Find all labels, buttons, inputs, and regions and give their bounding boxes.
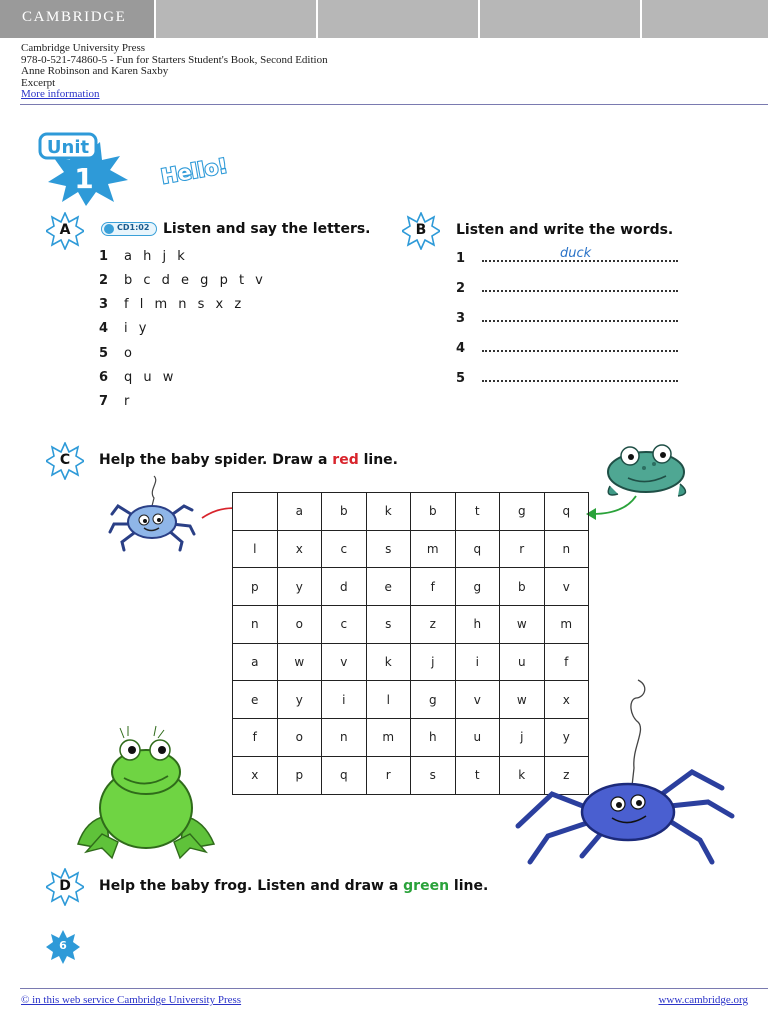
grid-cell[interactable]: p — [233, 568, 278, 606]
unit-number: 1 — [74, 162, 94, 195]
red-word: red — [332, 452, 359, 468]
write-line[interactable]: 3 — [456, 311, 678, 326]
grid-cell[interactable]: n — [233, 606, 278, 644]
grid-cell[interactable]: b — [411, 493, 456, 531]
cd-track-icon — [101, 222, 157, 236]
grid-cell[interactable]: r — [500, 530, 545, 568]
grid-cell[interactable]: f — [544, 643, 589, 681]
grid-cell[interactable]: u — [455, 719, 500, 757]
grid-cell[interactable]: l — [233, 530, 278, 568]
authors-line: Anne Robinson and Karen Saxby — [21, 65, 169, 78]
grid-cell[interactable]: k — [366, 643, 411, 681]
grid-cell[interactable]: n — [322, 719, 367, 757]
grid-cell[interactable]: g — [500, 493, 545, 531]
section-b-badge: B — [402, 212, 440, 250]
grid-cell[interactable]: o — [277, 719, 322, 757]
write-line[interactable]: 4 — [456, 341, 678, 356]
grid-cell[interactable]: q — [455, 530, 500, 568]
write-line[interactable]: 1 — [456, 251, 678, 266]
grid-cell[interactable]: v — [455, 681, 500, 719]
grid-row — [233, 606, 589, 644]
letter-row: 5 o — [99, 346, 136, 361]
section-c-badge: C — [46, 442, 84, 480]
grid-row — [233, 530, 589, 568]
grid-cell[interactable]: w — [500, 606, 545, 644]
page-number-badge — [46, 930, 80, 964]
grid-cell[interactable]: t — [455, 756, 500, 794]
page-number: 6 — [59, 939, 67, 952]
grid-cell[interactable]: z — [544, 756, 589, 794]
grid-row — [233, 493, 589, 531]
grid-cell[interactable]: s — [366, 530, 411, 568]
grid-cell[interactable]: r — [366, 756, 411, 794]
write-line[interactable]: 2 — [456, 281, 678, 296]
grid-cell[interactable]: l — [366, 681, 411, 719]
grid-cell[interactable]: u — [500, 643, 545, 681]
baby-spider-illustration — [104, 472, 200, 554]
more-information-link[interactable]: More information — [21, 88, 100, 101]
green-word: green — [403, 878, 450, 894]
grid-cell[interactable]: h — [411, 719, 456, 757]
grid-cell[interactable]: j — [411, 643, 456, 681]
banner-segment — [644, 0, 768, 38]
grid-cell[interactable]: t — [455, 493, 500, 531]
grid-row — [233, 568, 589, 606]
unit-badge — [36, 130, 136, 206]
banner-segment — [482, 0, 642, 38]
section-d-instruction: Help the baby frog. Listen and draw a green line. — [99, 878, 489, 894]
grid-cell[interactable]: z — [411, 606, 456, 644]
unit-title — [146, 150, 242, 190]
example-answer: duck — [560, 246, 592, 261]
grid-cell[interactable]: y — [544, 719, 589, 757]
grid-cell[interactable]: y — [277, 681, 322, 719]
grid-cell[interactable]: v — [544, 568, 589, 606]
write-line[interactable]: 5 — [456, 371, 678, 386]
grid-cell[interactable]: y — [277, 568, 322, 606]
grid-cell[interactable]: f — [233, 719, 278, 757]
grid-cell[interactable] — [233, 493, 278, 531]
grid-cell[interactable]: k — [500, 756, 545, 794]
grid-cell[interactable]: a — [277, 493, 322, 531]
section-a-badge: A — [46, 212, 84, 250]
copyright-link[interactable]: © in this web service Cambridge University Press — [21, 994, 242, 1006]
grid-cell[interactable]: d — [322, 568, 367, 606]
section-c-instruction: Help the baby spider. Draw a red line. — [99, 452, 398, 468]
letter-row: 4 i y — [99, 321, 150, 336]
section-a-instruction: Listen and say the letters. — [163, 221, 371, 237]
grid-cell[interactable]: x — [233, 756, 278, 794]
grid-cell[interactable]: x — [544, 681, 589, 719]
letter-row: 2 b c d e g p t v — [99, 273, 267, 288]
footer-divider — [20, 988, 768, 989]
grid-cell[interactable]: i — [455, 643, 500, 681]
cd-track-label: CD1:02 — [117, 223, 150, 232]
grid-cell[interactable]: s — [411, 756, 456, 794]
grid-cell[interactable]: j — [500, 719, 545, 757]
grid-cell[interactable]: g — [455, 568, 500, 606]
banner-segment — [320, 0, 480, 38]
banner-segment — [158, 0, 318, 38]
grid-cell[interactable]: b — [322, 493, 367, 531]
publisher-line: Cambridge University Press — [21, 42, 146, 54]
letter-row: 6 q u w — [99, 370, 177, 385]
grid-cell[interactable]: x — [277, 530, 322, 568]
grid-cell[interactable]: f — [411, 568, 456, 606]
grid-cell[interactable]: s — [366, 606, 411, 644]
letter-row: 7 r — [99, 394, 133, 409]
grid-cell[interactable]: b — [500, 568, 545, 606]
grid-cell[interactable]: g — [411, 681, 456, 719]
grid-cell[interactable]: m — [366, 719, 411, 757]
grid-cell[interactable]: w — [277, 643, 322, 681]
unit-title-text: Hello! — [159, 153, 230, 189]
grid-cell[interactable]: p — [277, 756, 322, 794]
grid-cell[interactable]: a — [233, 643, 278, 681]
grid-cell[interactable]: m — [544, 606, 589, 644]
grid-cell[interactable]: e — [366, 568, 411, 606]
grid-cell[interactable]: v — [322, 643, 367, 681]
grid-cell[interactable]: q — [322, 756, 367, 794]
grid-cell[interactable]: q — [544, 493, 589, 531]
green-frog-illustration — [72, 724, 220, 860]
excerpt-line: Excerpt — [21, 76, 56, 89]
header-divider — [20, 104, 768, 105]
grid-cell[interactable]: k — [366, 493, 411, 531]
cambridge-logo: CAMBRIDGE — [0, 0, 156, 38]
grid-cell[interactable]: i — [322, 681, 367, 719]
website-link[interactable]: www.cambridge.org — [658, 994, 748, 1006]
book-metadata — [21, 43, 328, 101]
grid-cell[interactable]: m — [411, 530, 456, 568]
baby-frog-illustration — [600, 434, 696, 500]
grid-cell[interactable]: n — [544, 530, 589, 568]
top-banner — [0, 0, 768, 38]
letter-row: 3 f l m n s x z — [99, 297, 245, 312]
section-d-badge: D — [46, 868, 84, 906]
grid-cell[interactable]: w — [500, 681, 545, 719]
grid-cell[interactable]: c — [322, 530, 367, 568]
section-b-instruction: Listen and write the words. — [456, 222, 674, 238]
unit-label: Unit — [46, 137, 90, 158]
grid-cell[interactable]: o — [277, 606, 322, 644]
blue-spider-illustration — [512, 676, 736, 866]
grid-cell[interactable]: c — [322, 606, 367, 644]
isbn-title-line: 978-0-521-74860-5 - Fun for Starters Student's Book, Second Edition — [21, 53, 328, 66]
grid-cell[interactable]: e — [233, 681, 278, 719]
letter-row: 1 a h j k — [99, 249, 189, 264]
grid-cell[interactable]: h — [455, 606, 500, 644]
green-arrow-icon — [580, 492, 642, 522]
